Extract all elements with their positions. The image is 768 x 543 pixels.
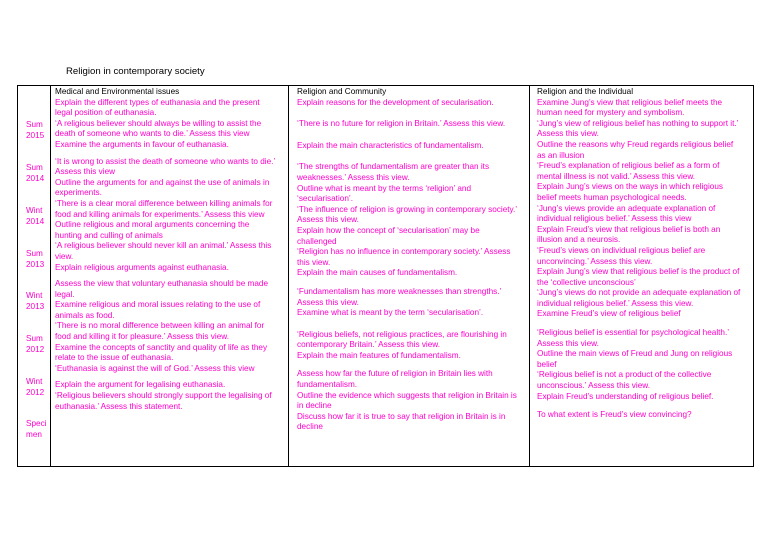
question-line: illusion and a neurosis. (537, 235, 621, 245)
question-line: decline (297, 422, 323, 432)
question-line: ‘There is a clear moral difference between killing animals for (55, 198, 273, 208)
question-line: Assess how far the future of religion in Britain lies with (297, 369, 493, 379)
question-line: ‘Euthanasia is against the will of God.’ Assess this view (55, 363, 255, 373)
question-line: Outline the evidence which suggests that religion in Britain is (297, 390, 517, 400)
question-line: Explain Freud’s understanding of religious belief. (537, 391, 714, 401)
question-line: animals as food. (55, 310, 115, 320)
question-line: human need for mystery and symbolism. (537, 108, 685, 118)
question-line: fundamentalism. (297, 380, 358, 390)
question-line: Explain Jung’s views on the ways in which religious (537, 182, 723, 192)
question-line: Explain the main features of fundamentalism. (297, 350, 461, 360)
question-line: Assess this view. (297, 215, 359, 225)
column-header: Medical and Environmental issues (55, 87, 180, 96)
question-line: mental illness is not valid.’ Assess this view. (537, 171, 696, 181)
question-line: contemporary Britain.’ Assess this view. (297, 340, 441, 350)
question-line: Explain Freud’s view that religious belief is both an (537, 224, 721, 234)
question-line: Outline the arguments for and against the use of animals in (55, 177, 270, 187)
question-line: Assess this view. (537, 129, 599, 139)
question-line: Outline the main views of Freud and Jung on religious (537, 349, 733, 359)
table-border-top (17, 85, 754, 86)
question-line: ‘Religion has no influence in contemporary society.’ Assess (297, 247, 511, 257)
question-line: Explain how the concept of ‘secularisation’ may be (297, 225, 480, 235)
question-line: ‘Jung’s views provide an adequate explanation of (537, 203, 716, 213)
question-line: ‘A religious believer should never kill an animal.’ Assess this (55, 241, 272, 251)
table-border-col3 (529, 85, 530, 466)
question-line: individual religious belief.’ Assess this view. (537, 298, 694, 308)
question-line: ‘It is wrong to assist the death of someone who wants to die.’ (55, 156, 276, 166)
question-line: relate to the issue of euthanasia. (55, 353, 174, 363)
question-line: Outline religious and moral arguments concerning the (55, 220, 250, 230)
question-line: Explain the argument for legalising euthanasia. (55, 380, 226, 390)
table-border-col2 (288, 85, 289, 466)
question-line: Assess this view. (297, 297, 359, 307)
question-line: Explain reasons for the development of secularisation. (297, 97, 494, 107)
question-line: ‘Jung’s view of religious belief has nothing to support it.’ (537, 118, 739, 128)
question-line: unconscious.’ Assess this view. (537, 381, 651, 391)
question-line: ‘Religious believers should strongly support the legalising of (55, 391, 272, 401)
question-line: ‘A religious believer should always be willing to assist the (55, 118, 262, 128)
year-label: Sum 2012 (26, 334, 45, 354)
column-header: Religion and Community (297, 87, 387, 96)
question-line: as an illusion (537, 150, 585, 160)
table-border-bottom (17, 466, 754, 467)
page-title: Religion in contemporary society (66, 66, 205, 77)
column-religion-individual (537, 87, 752, 421)
question-line: food and killing it for pleasure.’ Assess this view. (55, 332, 229, 342)
question-line: food and killing animals for experiments.’ Assess this view (55, 209, 265, 219)
question-line: ‘secularisation’. (297, 194, 353, 204)
question-line: ‘There is no moral difference between killing an animal for (55, 321, 265, 331)
table-border-right (753, 85, 754, 466)
year-label: Sum 2015 (26, 120, 45, 140)
question-line: Examine Jung’s view that religious belief meets the (537, 97, 723, 107)
question-line: Outline the reasons why Freud regards religious belief (537, 139, 734, 149)
question-line: death of someone who wants to die.’ Assess this view (55, 129, 250, 139)
table-border-left (17, 85, 18, 466)
question-line: Explain the different types of euthanasia and the present (55, 97, 260, 107)
question-line: ‘Religious beliefs, not religious practices, are flourishing in (297, 329, 507, 339)
question-line: Examine Freud’s view of religious belief (537, 309, 681, 319)
question-line: Explain the main characteristics of fundamentalism. (297, 140, 484, 150)
question-line: Examine the arguments in favour of euthanasia. (55, 139, 229, 149)
question-line: Assess the view that voluntary euthanasia should be made (55, 279, 269, 289)
question-line: this view. (297, 257, 331, 267)
question-line: ‘Freud’s explanation of religious belief as a form of (537, 161, 720, 171)
question-line: Examine the concepts of sanctity and quality of life as they (55, 342, 268, 352)
year-label: Wint 2014 (26, 206, 45, 226)
column-religion-community (297, 87, 527, 433)
question-line: legal. (55, 289, 75, 299)
question-line: ‘Freud’s views on individual religious belief are (537, 245, 706, 255)
question-line: hunting and culling of animals (55, 230, 163, 240)
question-line: weaknesses.’ Assess this view. (297, 172, 410, 182)
question-line: belief meets human psychological needs. (537, 192, 687, 202)
question-line: ‘Religious belief is essential for psychological health.’ (537, 328, 730, 338)
question-line: view. (55, 251, 74, 261)
year-label: Speci men (26, 419, 47, 439)
question-line: in decline (297, 401, 332, 411)
question-line: experiments. (55, 188, 102, 198)
question-line: ‘Religious belief is not a product of the collective (537, 370, 712, 380)
question-line: unconvincing.’ Assess this view. (537, 256, 653, 266)
question-line: the ‘collective unconscious’ (537, 277, 636, 287)
question-line: ‘The strengths of fundamentalism are greater than its (297, 162, 490, 172)
question-line: individual religious belief.’ Assess this view (537, 214, 692, 224)
question-line: Examine what is meant by the term ‘secularisation’. (297, 308, 484, 318)
question-line: Examine religious and moral issues relating to the use of (55, 300, 261, 310)
question-line: ‘Jung’s views do not provide an adequate explanation of (537, 288, 741, 298)
question-line: Assess this view (55, 167, 116, 177)
question-line: belief (537, 359, 557, 369)
year-label: Sum 2014 (26, 163, 45, 183)
question-line: legal position of euthanasia. (55, 108, 157, 118)
question-line: Discuss how far it is true to say that religion in Britain is in (297, 411, 506, 421)
question-line: euthanasia.’ Assess this statement. (55, 401, 183, 411)
question-line: ‘The influence of religion is growing in contemporary society.’ (297, 204, 518, 214)
year-label: Sum 2013 (26, 249, 45, 269)
question-line: Explain Jung’s view that religious belief is the product of (537, 267, 740, 277)
question-line: ‘Fundamentalism has more weaknesses than strengths.’ (297, 286, 502, 296)
question-line: ‘There is no future for religion in Britain.’ Assess this view. (297, 119, 506, 129)
question-line: Explain the main causes of fundamentalism. (297, 268, 458, 278)
question-line: Assess this view. (537, 338, 599, 348)
question-line: Explain religious arguments against euthanasia. (55, 262, 229, 272)
year-label: Wint 2013 (26, 291, 45, 311)
question-line: challenged (297, 236, 337, 246)
column-header: Religion and the Individual (537, 87, 634, 96)
year-label: Wint 2012 (26, 377, 45, 397)
table-border-col1 (50, 85, 51, 466)
question-line: To what extent is Freud’s view convincing? (537, 410, 692, 420)
question-line: Outline what is meant by the terms ‘religion’ and (297, 183, 471, 193)
